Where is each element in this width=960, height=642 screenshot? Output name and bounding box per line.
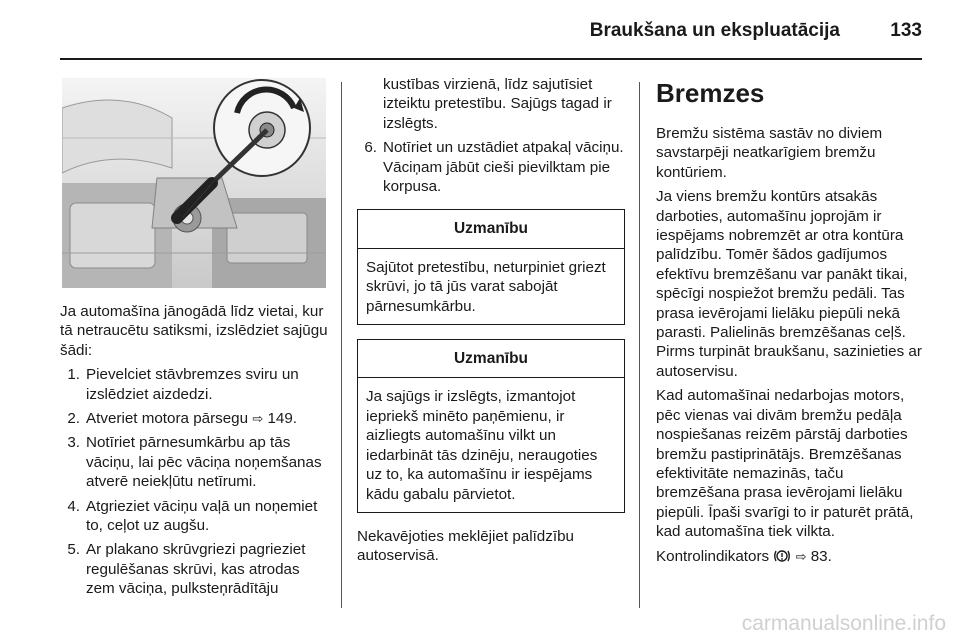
engine-illustration-svg — [62, 78, 326, 288]
list-item — [60, 540, 328, 598]
page-number: 133 — [890, 20, 922, 41]
step-number: 3. — [67, 434, 80, 452]
header-rule — [60, 58, 922, 60]
brake-warning-icon — [773, 548, 791, 569]
column-divider-left — [341, 82, 342, 608]
indicator-line — [656, 547, 928, 569]
page-reference: 83. — [810, 547, 832, 565]
list-item — [60, 365, 328, 404]
step-number: 6. — [364, 139, 377, 157]
step-number: 5. — [67, 541, 80, 559]
page-ref-arrow-icon: ⇨ — [795, 548, 807, 564]
caution-title: Uzmanību — [358, 210, 624, 248]
list-item — [60, 409, 328, 428]
paragraph: Ja viens bremžu kontūrs atsakās darboties, automašīnu joprojām ir iespējams nobremzēt ar otra kontūra palīdzību. Tomēr šādos gadījumos efektīvu bremzēšanu var panākt tikai, spēcīgi nospiežot bremžu pedāli. Tas prasa ievērojami lielāku piepūli nekā parasti. Palielinās bremzēšanas ceļš. Pirms turpināt braukšanu, sazinieties ar autoservisu. — [656, 188, 922, 380]
caution-box — [357, 209, 625, 325]
page-ref-arrow-icon: ⇨ — [252, 411, 264, 427]
step-number: 1. — [67, 366, 80, 384]
step-text: Atgrieziet vāciņu vaļā un noņemiet to, ceļot uz augšu. — [86, 497, 318, 535]
step-text-with-ref — [86, 409, 328, 428]
caution-box — [357, 339, 625, 513]
paragraph: Kad automašīnai nedarbojas motors, pēc vienas vai divām bremžu pedāļa nospiešanas reizēm pārstāj darboties bremžu pastiprinātājs. Bremzēšanas efektivitāte nemazinās, taču bremzēšana prasa ievērojami lielāku piepūli. Īpaši svarīgi to ir paturēt prātā, kad automašīna tiek vilkta. — [656, 387, 914, 541]
step-text: Notīriet un uzstādiet atpakaļ vāciņu. Vāciņam jābūt cieši pievilktam pie korpusa. — [383, 139, 624, 196]
engine-illustration — [62, 78, 326, 288]
step-number: 2. — [67, 410, 80, 428]
column-right — [656, 75, 928, 574]
section-title: Bremzes — [656, 78, 765, 108]
caution-text: Ja sajūgs ir izslēgts, izmantojot iepriekš minēto paņēmienu, ir aizliegts automašīnu vilkt un iedarbināt tās dzinēju, neraugoties uz to, ka automašīnu ir iespējams kādu gabalu pārvietot. — [366, 388, 598, 503]
column-middle — [357, 75, 625, 571]
step-continuation: kustības virzienā, līdz sajutīsiet izteiktu pretestību. Sajūgs tagad ir izslēgts. — [383, 76, 612, 132]
indicator-label: Kontrolindikators — [656, 547, 770, 565]
closing-paragraph: Nekavējoties meklējiet palīdzību autoservisā. — [357, 527, 574, 565]
step-text: Notīriet pārnesumkārbu ap tās vāciņu, lai pēc vāciņa noņemšanas atverē neiekļūtu netīrumi. — [86, 434, 322, 491]
column-divider-right — [639, 82, 640, 608]
page-header-title: Braukšana un ekspluatācija — [589, 20, 840, 41]
caution-text: Sajūtot pretestību, neturpiniet griezt skrūvi, jo tā jūs varat sabojāt pārnesumkārbu. — [366, 258, 606, 315]
list-item — [357, 138, 625, 196]
intro-paragraph: Ja automašīna jānogādā līdz vietai, kur tā netraucētu satiksmi, izslēdziet sajūgu šādi: — [60, 303, 328, 359]
page-reference: 149. — [267, 410, 298, 428]
step-text: Pievelciet stāvbremzes sviru un izslēdziet aizdedzi. — [86, 366, 299, 403]
step-text: Atveriet motora pārsegu — [86, 410, 249, 428]
paragraph: Bremžu sistēma sastāv no diviem savstarpēji neatkarīgiem bremžu kontūriem. — [656, 125, 883, 181]
column-left — [60, 302, 328, 604]
list-item — [60, 497, 328, 536]
step-text: Ar plakano skrūvgriezi pagrieziet regulēšanas skrūvi, kas atrodas zem vāciņa, pulksteņrādītāju — [86, 541, 306, 598]
caution-title: Uzmanību — [358, 340, 624, 378]
list-item — [60, 433, 328, 491]
step-number: 4. — [67, 497, 80, 515]
watermark: carmanualsonline.info — [741, 612, 946, 635]
